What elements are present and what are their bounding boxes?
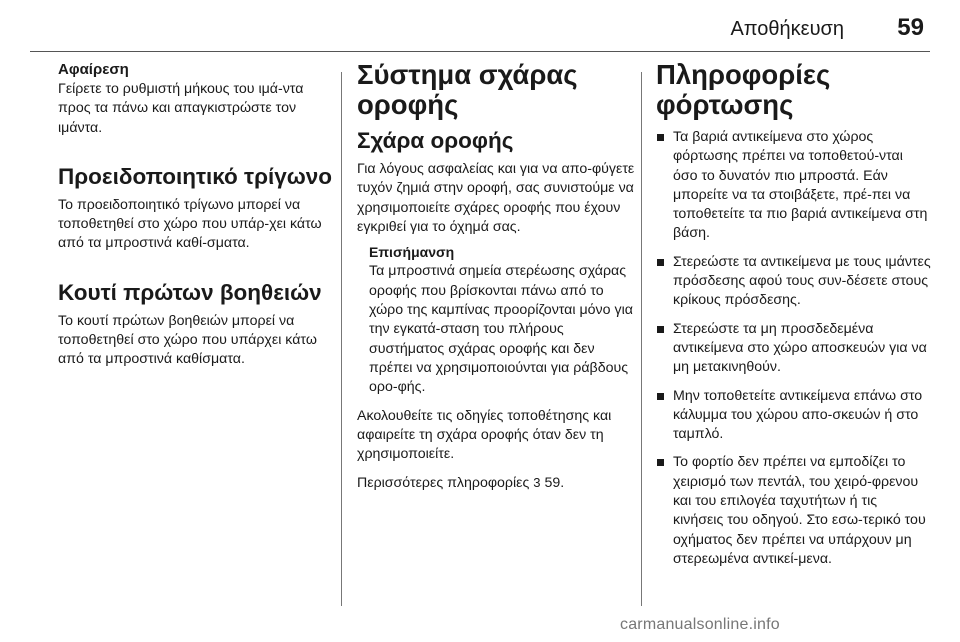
roof-rack-instructions-text: Ακολουθείτε τις οδηγίες τοποθέτησης και αφαιρείτε τη σχάρα οροφής όταν δεν τη χρησιμοποιείτε. — [357, 407, 612, 463]
removal-text: Γείρετε το ρυθμιστή μήκους του ιμά-ντα προς τα πάνω και απαγκιστρώστε τον ιμάντα. — [58, 81, 304, 136]
heading-roof-rack: Σχάρα οροφής — [357, 128, 514, 153]
note-title: Επισήμανση — [369, 244, 455, 261]
heading-roof-rack-system: Σύστημα σχάρας οροφής — [357, 59, 578, 120]
list-item — [656, 387, 931, 445]
column-right — [656, 60, 931, 578]
list-item — [656, 320, 931, 378]
more-info-text: Περισσότερες πληροφορίες — [357, 475, 530, 492]
list-item-text: Μην τοποθετείτε αντικείμενα επάνω στο κάλυμμα του χώρου απο-σκευών ή στο ταμπλό. — [673, 387, 923, 443]
column-middle — [357, 60, 635, 494]
list-item-text: Τα βαριά αντικείμενα στο χώρος φόρτωσης πρέπει να τοποθετού-νται όσο το δυνατόν πιο μπροστά. Εάν μπορείτε να τα στοιβάξετε, πρέ-πει να τοποθετείτε τα πιο βαριά αντικείμενα στη βάση. — [673, 129, 928, 242]
header-rule — [30, 51, 930, 52]
list-item — [656, 453, 931, 569]
list-item — [656, 128, 931, 244]
list-item-text: Στερεώστε τα αντικείμενα με τους ιμάντες πρόσδεσης αφού τους συν-δέσετε στους κρίκους πρόσδεσης. — [673, 253, 931, 309]
loading-bullet-list — [656, 128, 931, 569]
square-bullet-icon — [657, 134, 664, 141]
heading-first-aid-kit: Κουτί πρώτων βοηθειών — [58, 279, 322, 305]
watermark: carmanualsonline.info — [620, 616, 780, 633]
list-item-text: Στερεώστε τα μη προσδεδεμένα αντικείμενα στο χώρο αποσκευών για να μη μετακινηθούν. — [673, 320, 927, 376]
heading-removal: Αφαίρεση — [58, 61, 129, 78]
column-divider — [341, 72, 342, 606]
note-box — [357, 243, 635, 397]
list-item-text: Το φορτίο δεν πρέπει να εμποδίζει το χειρισμό των πεντάλ, του χειρό-φρενου και του επιλογέα ταχυτήτων ή τις κινήσεις του οδηγού. Στο εσω-τερικό του οχήματος δεν πρέπει να υπάρχουν μη στερεωμένα αντικεί-μενα. — [673, 454, 926, 567]
square-bullet-icon — [657, 459, 664, 466]
square-bullet-icon — [657, 259, 664, 266]
heading-loading-information: Πληροφορίες φόρτωσης — [656, 59, 831, 120]
list-item — [656, 253, 931, 311]
square-bullet-icon — [657, 393, 664, 400]
section-title: Αποθήκευση — [730, 18, 844, 40]
warning-triangle-text: Το προειδοποιητικό τρίγωνο μπορεί να τοποθετηθεί στο χώρο που υπάρ-χει κάτω από τα μπροστινά καθί-σματα. — [58, 196, 322, 252]
first-aid-kit-text: Το κουτί πρώτων βοηθειών μπορεί να τοποθετηθεί στο χώρο που υπάρχει κάτω από τα μπροστινά καθίσματα. — [58, 312, 317, 368]
more-info-reference — [357, 473, 635, 493]
roof-rack-intro-text: Για λόγους ασφαλείας και για να απο-φύγετε τυχόν ζημιά στην οροφή, σας συνιστούμε να χρησιμοποιείτε σχάρες οροφής που έχουν εγκριθεί για το όχημά σας. — [357, 161, 635, 235]
heading-warning-triangle: Προειδοποιητικό τρίγωνο — [58, 163, 333, 189]
note-text: Τα μπροστινά σημεία στερέωσης σχάρας οροφής που βρίσκονται πάνω από το χώρο της καμπίνας προορίζονται μόνο για την εγκατά-σταση του πλήρους συστήματος σχάρας οροφής και δεν πρέπει να χρησιμοποιούνται για ράβδους ορο-φής. — [369, 263, 633, 396]
square-bullet-icon — [657, 326, 664, 333]
column-divider — [641, 72, 642, 606]
column-left — [58, 60, 334, 370]
page-reference-arrow-icon: 3 — [533, 475, 541, 491]
page-number: 59 — [897, 14, 924, 41]
reference-page-number: 59. — [544, 475, 565, 492]
